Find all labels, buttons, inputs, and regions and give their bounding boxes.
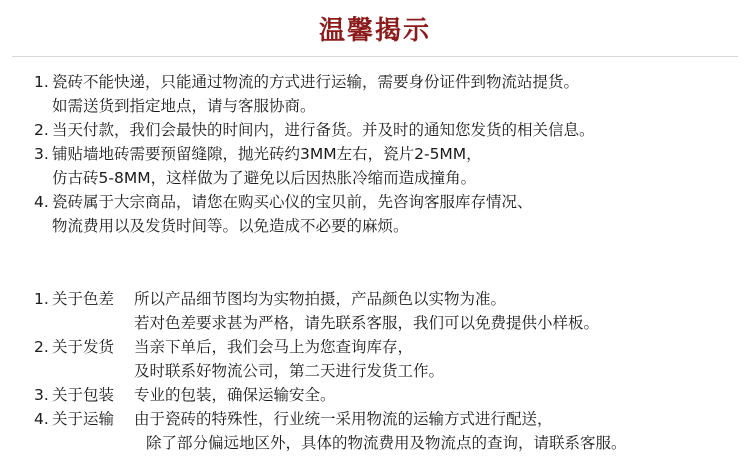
title-divider [12,56,738,57]
page-title: 温馨揭示 [318,16,431,46]
detail-number: 4. [34,410,49,428]
notice-text-continued: 物流费用以及发货时间等。以免造成不必要的麻烦。 [52,217,409,235]
detail-label: 关于运输 [52,410,115,428]
notice-text: 瓷砖属于大宗商品，请您在购买心仪的宝贝前，先咨询客服库存情况、 [52,193,533,211]
notice-text: 铺贴墙地砖需要预留缝隙，抛光砖约3MM左右，瓷片2-5MM， [52,145,482,163]
notice-text: 瓷砖不能快递，只能通过物流的方式进行运输，需要身份证件到物流站提货。 [52,73,580,91]
notice-text-continued: 仿古砖5-8MM，这样做为了避免以后因热胀冷缩而造成撞角。 [52,169,477,187]
notice-item-3 [34,142,734,190]
detail-number: 2. [34,338,49,356]
notice-text-continued: 如需送货到指定地点，请与客服协商。 [52,97,316,115]
detail-label: 关于发货 [52,338,115,356]
title-area [0,10,750,47]
notice-number: 2. [34,121,49,139]
detail-text-continued: 若对色差要求甚为严格，请先联系客服，我们可以免费提供小样板。 [134,314,600,332]
notice-item-1 [34,70,734,118]
detail-item-4 [34,407,734,455]
detail-text-continued: 及时联系好物流公司，第二天进行发货工作。 [134,362,445,380]
notice-list [34,70,734,238]
detail-item-3 [34,383,734,407]
detail-text: 所以产品细节图均为实物拍摄，产品颜色以实物为准。 [134,290,507,308]
detail-number: 3. [34,386,49,404]
detail-text-continued: 除了部分偏远地区外，具体的物流费用及物流点的查询，请联系客服。 [146,434,627,452]
notice-number: 3. [34,145,49,163]
notice-item-4 [34,190,734,238]
detail-number: 1. [34,290,49,308]
notice-item-2 [34,118,734,142]
detail-text: 当亲下单后，我们会马上为您查询库存， [134,338,414,356]
detail-label: 关于包装 [52,386,115,404]
detail-text: 由于瓷砖的特殊性，行业统一采用物流的运输方式进行配送， [134,410,553,428]
notice-number: 1. [34,73,49,91]
detail-text: 专业的包装，确保运输安全。 [134,386,336,404]
detail-item-1 [34,287,734,335]
detail-list [34,287,734,455]
detail-label: 关于色差 [52,290,115,308]
detail-item-2 [34,335,734,383]
notice-text: 当天付款，我们会最快的时间内，进行备货。并及时的通知您发货的相关信息。 [52,121,595,139]
notice-number: 4. [34,193,49,211]
